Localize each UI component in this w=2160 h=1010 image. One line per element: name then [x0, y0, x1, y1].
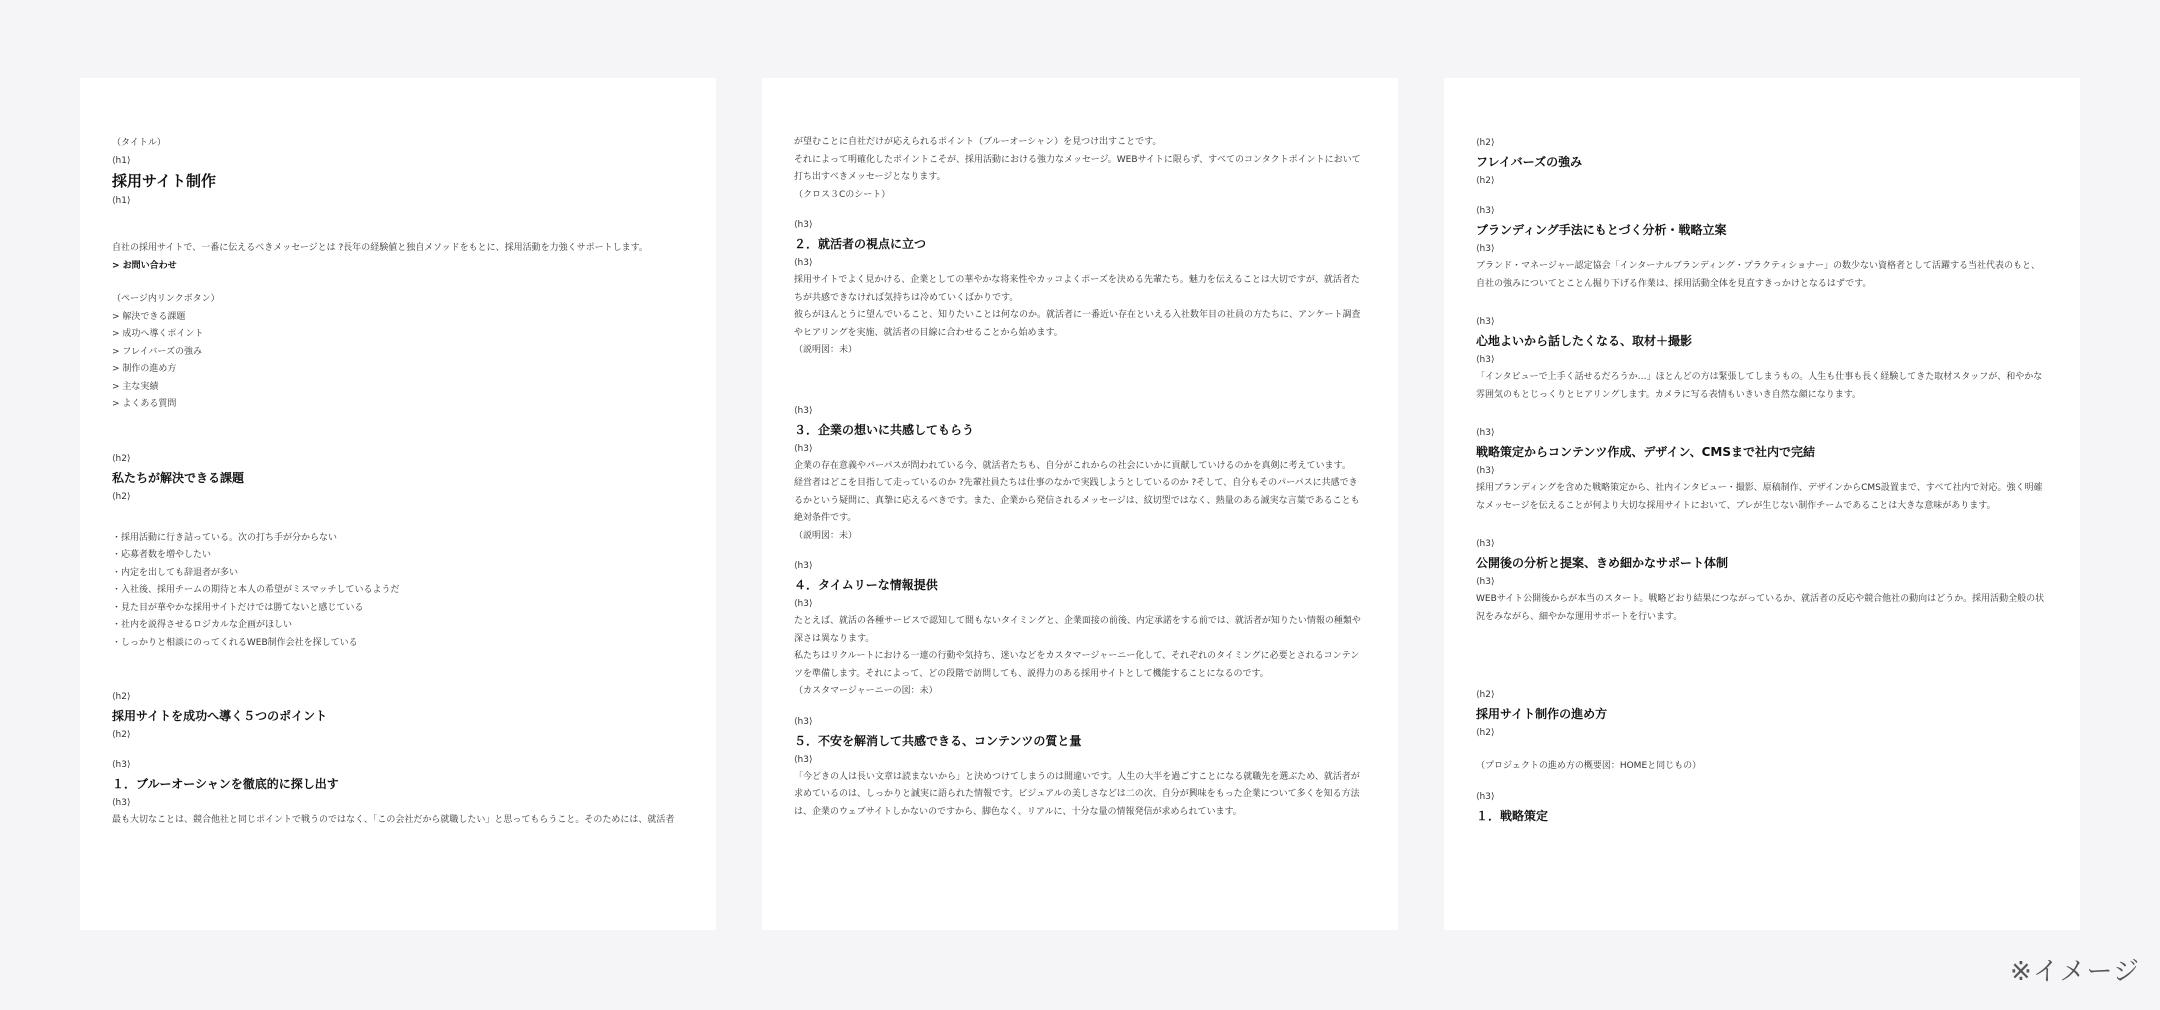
strength-1-text: ブランド・マネージャー認定協会「インターナルブランディング・プラクティショナー」の数少ない資格者として活躍する当社代表のもと、: [1476, 261, 2041, 271]
issue-item: ・応募者数を増やしたい: [112, 550, 212, 560]
h3-open-tag: ⟨h3⟩: [1476, 317, 1495, 327]
figure-note: （クロス３Cのシート）: [794, 189, 891, 200]
h2-open-tag: ⟨h2⟩: [1476, 138, 1495, 148]
figure-note: （説明図：未）: [794, 345, 858, 355]
point-heading-3: ３．企業の想いに共感してもらう: [794, 422, 975, 437]
point-1-text-cont: それによって明確化したポイントこそが、採用活動における強力なメッセージ。WEBサイトに限らず、すべてのコンタクトポイントにおいて: [794, 154, 1361, 165]
lead-text: 自社の採用サイトで、一番に伝えるべきメッセージとは ?長年の経験値と独自メソッドをもとに、採用活動を力強くサポートします。: [112, 243, 648, 253]
inpage-links-label: （ページ内リンクボタン）: [112, 294, 220, 304]
inpage-link-works[interactable]: > 主な実績: [112, 381, 159, 392]
document-page-3: [1444, 78, 2080, 930]
h2-close-tag: ⟨h2⟩: [112, 730, 131, 740]
point-1-text-cont: 打ち出すべきメッセージとなります。: [794, 172, 946, 182]
point-1-text: 最も大切なことは、競合他社と同じポイントで戦うのではなく、「この会社だから就職したい」と思ってもらうこと。そのためには、就活者: [112, 815, 675, 825]
h3-open-tag: ⟨h3⟩: [794, 405, 813, 416]
h2-open-tag: ⟨h2⟩: [112, 453, 131, 464]
h2-close-tag: ⟨h2⟩: [1476, 728, 1495, 738]
h3-open-tag: ⟨h3⟩: [794, 716, 813, 727]
figure-note: （プロジェクトの進め方の概要図：HOMEと同じもの）: [1476, 761, 1702, 771]
document-page-1: [80, 78, 716, 930]
strength-heading-4: 公開後の分析と提案、きめ細かなサポート体制: [1476, 556, 1729, 570]
h3-close-tag: ⟨h3⟩: [794, 754, 813, 765]
point-2-text: ちが共感できなければ気持ちは冷めていくばかりです。: [794, 292, 1019, 303]
section-heading-strengths: フレイバーズの強み: [1476, 155, 1583, 169]
point-heading-5: ５．不安を解消して共感できる、コンテンツの質と量: [794, 733, 1082, 748]
point-4-text: ツを準備します。それによって、どの段階で訪問しても、説得力のある採用サイトとして機能することになるのです。: [794, 668, 1269, 679]
point-heading-4: ４．タイムリーな情報提供: [794, 578, 938, 592]
point-3-text: るかという疑問に、真摯に応えるべきです。また、企業から発信されるメッセージは、紋切型ではなく、熱量のある誠実な言葉であることも: [794, 495, 1360, 506]
contact-link[interactable]: > お問い合わせ: [112, 260, 177, 271]
h2-close-tag: ⟨h2⟩: [112, 491, 131, 502]
point-heading-2: ２．就活者の視点に立つ: [794, 237, 927, 251]
point-3-text: 企業の存在意義やパーパスが問われている今、就活者たちも、自分がこれからの社会にいかに貢献していけるのかを真剣に考えています。: [794, 460, 1351, 471]
process-step-heading-1: １．戦略策定: [1476, 808, 1549, 823]
h2-open-tag: ⟨h2⟩: [1476, 690, 1495, 700]
h3-open-tag: ⟨h3⟩: [112, 760, 131, 770]
strength-2-text: 「インタビューで上手く話せるだろうか…」ほとんどの方は緊張してしまうもの。人生も仕事も長く経験してきた取材スタッフが、和やかな: [1476, 372, 2043, 382]
strength-2-text: 雰囲気のもとじっくりとヒアリングします。カメラに写る表情もいきいき自然な顔になります。: [1476, 389, 1862, 400]
strength-3-text: なメッセージを伝えることが何より大切な採用サイトにおいて、ブレが生じない制作チームであることは大きな意味があります。: [1476, 500, 1996, 511]
issue-item: ・内定を出しても辞退者が多い: [112, 567, 239, 578]
figure-note: （カスタマージャーニーの図：未）: [794, 686, 938, 696]
point-5-text: 「今どきの人は長い文章は読まないから」と決めつけてしまうのは間違いです。人生の大半を過ごすことになる就職先を選ぶため、就活者が: [794, 771, 1360, 782]
strength-heading-2: 心地よいから話したくなる、取材＋撮影: [1476, 334, 1693, 348]
issue-item: ・採用活動に行き詰っている。次の打ち手が分からない: [112, 532, 338, 543]
strength-heading-3: 戦略策定からコンテンツ作成、デザイン、CMSまで社内で完結: [1476, 445, 1815, 459]
point-2-text: 彼らがほんとうに望んでいること、知りたいことは何なのか。就活者に一番近い存在といえる入社数年目の社員の方たちに、アンケート調査: [794, 310, 1361, 320]
h3-open-tag: ⟨h3⟩: [1476, 539, 1495, 549]
h3-open-tag: ⟨h3⟩: [1476, 791, 1495, 802]
strength-1-text: 自社の強みについてとことん掘り下げる作業は、採用活動全体を見直すきっかけとなるはずです。: [1476, 278, 1872, 289]
issue-item: ・見た目が華やかな採用サイトだけでは勝てないと感じている: [112, 602, 364, 613]
h3-open-tag: ⟨h3⟩: [794, 561, 813, 571]
h3-open-tag: ⟨h3⟩: [1476, 206, 1495, 216]
point-2-text: やヒアリングを実施、就活者の目線に合わせることから始めます。: [794, 327, 1063, 338]
h2-open-tag: ⟨h2⟩: [112, 692, 131, 702]
inpage-link-faq[interactable]: > よくある質問: [112, 399, 177, 409]
section-heading-points: 採用サイトを成功へ導く５つのポイント: [112, 709, 328, 723]
h3-close-tag: ⟨h3⟩: [1476, 244, 1495, 254]
h3-close-tag: ⟨h3⟩: [794, 258, 813, 268]
h3-close-tag: ⟨h3⟩: [112, 798, 131, 808]
issue-item: ・しっかりと相談にのってくれるWEB制作会社を探している: [112, 637, 358, 648]
strength-4-text: WEBサイト公開後からが本当のスタート。戦略どおり結果につながっているか、就活者の反応や競合他社の動向はどうか。採用活動全般の状: [1476, 594, 2045, 604]
inpage-link-strengths[interactable]: > フレイバーズの強み: [112, 346, 202, 357]
section-heading-process: 採用サイト制作の進め方: [1476, 707, 1608, 721]
point-4-text: たとえば、就活の各種サービスで認知して間もないタイミングと、企業面接の前後、内定承諾をする前では、就活者が知りたい情報の種類や: [794, 616, 1361, 626]
point-3-text: 経営者はどこを目指して走っているのか ?先輩社員たちは仕事のなかで実践しようとしているのか ?そして、自分もそのパーパスに共感でき: [794, 478, 1358, 488]
point-1-text-cont: が望むことに自社だけが応えられるポイント（ブルーオーシャン）を見つけ出すことです。: [794, 137, 1162, 147]
h2-close-tag: ⟨h2⟩: [1476, 176, 1495, 186]
issue-item: ・入社後、採用チームの期待と本人の希望がミスマッチしているようだ: [112, 585, 400, 595]
point-4-text: 深さは異なります。: [794, 633, 875, 644]
section-heading-issues: 私たちが解決できる課題: [112, 470, 245, 485]
strength-heading-1: ブランディング手法にもとづく分析・戦略立案: [1476, 223, 1727, 237]
image-note-label: ※イメージ: [2009, 957, 2140, 987]
strength-3-text: 採用ブランディングを含めた戦略策定から、社内インタビュー・撮影、原稿制作、デザインからCMS設置まで、すべて社内で対応。強く明確: [1476, 483, 2043, 493]
h3-close-tag: ⟨h3⟩: [794, 443, 813, 454]
issue-item: ・社内を説得させるロジカルな企画がほしい: [112, 620, 293, 630]
page-title: 採用サイト制作: [112, 172, 216, 190]
inpage-link-points[interactable]: > 成功へ導くポイント: [112, 329, 204, 339]
h1-close-tag: ⟨h1⟩: [112, 196, 131, 206]
point-3-text: 絶対条件です。: [794, 513, 857, 523]
point-2-text: 採用サイトでよく見かける、企業としての華やかな将来性やカッコよくポーズを決める先輩たち。魅力を伝えることは大切ですが、就活者た: [794, 275, 1360, 285]
h3-close-tag: ⟨h3⟩: [794, 599, 813, 609]
h3-close-tag: ⟨h3⟩: [1476, 577, 1495, 587]
title-tag-label: （タイトル）: [112, 138, 166, 148]
point-heading-1: １．ブルーオーシャンを徹底的に探し出す: [112, 777, 339, 791]
h3-open-tag: ⟨h3⟩: [1476, 428, 1495, 438]
inpage-link-issues[interactable]: > 解決できる課題: [112, 311, 186, 322]
h3-close-tag: ⟨h3⟩: [1476, 355, 1495, 365]
point-5-text: 求めているのは、しっかりと誠実に語られた情報です。ビジュアルの美しさなどは二の次、自分が興味をもった企業について多くを知る方法: [794, 789, 1360, 799]
document-page-2: [762, 78, 1398, 930]
point-4-text: 私たちはリクルートにおける一連の行動や気持ち、迷いなどをカスタマージャーニー化して、それぞれのタイミングに必要とされるコンテン: [794, 651, 1360, 661]
h3-open-tag: ⟨h3⟩: [794, 220, 813, 230]
figure-note: （説明図：未）: [794, 530, 858, 541]
h1-open-tag: ⟨h1⟩: [112, 156, 131, 166]
h3-close-tag: ⟨h3⟩: [1476, 466, 1495, 476]
point-5-text: は、企業のウェブサイトしかないのですから、脚色なく、リアルに、十分な量の情報発信が求められています。: [794, 806, 1242, 817]
strength-4-text: 況をみながら、細やかな運用サポートを行います。: [1476, 611, 1683, 622]
inpage-link-process[interactable]: > 制作の進め方: [112, 364, 177, 374]
